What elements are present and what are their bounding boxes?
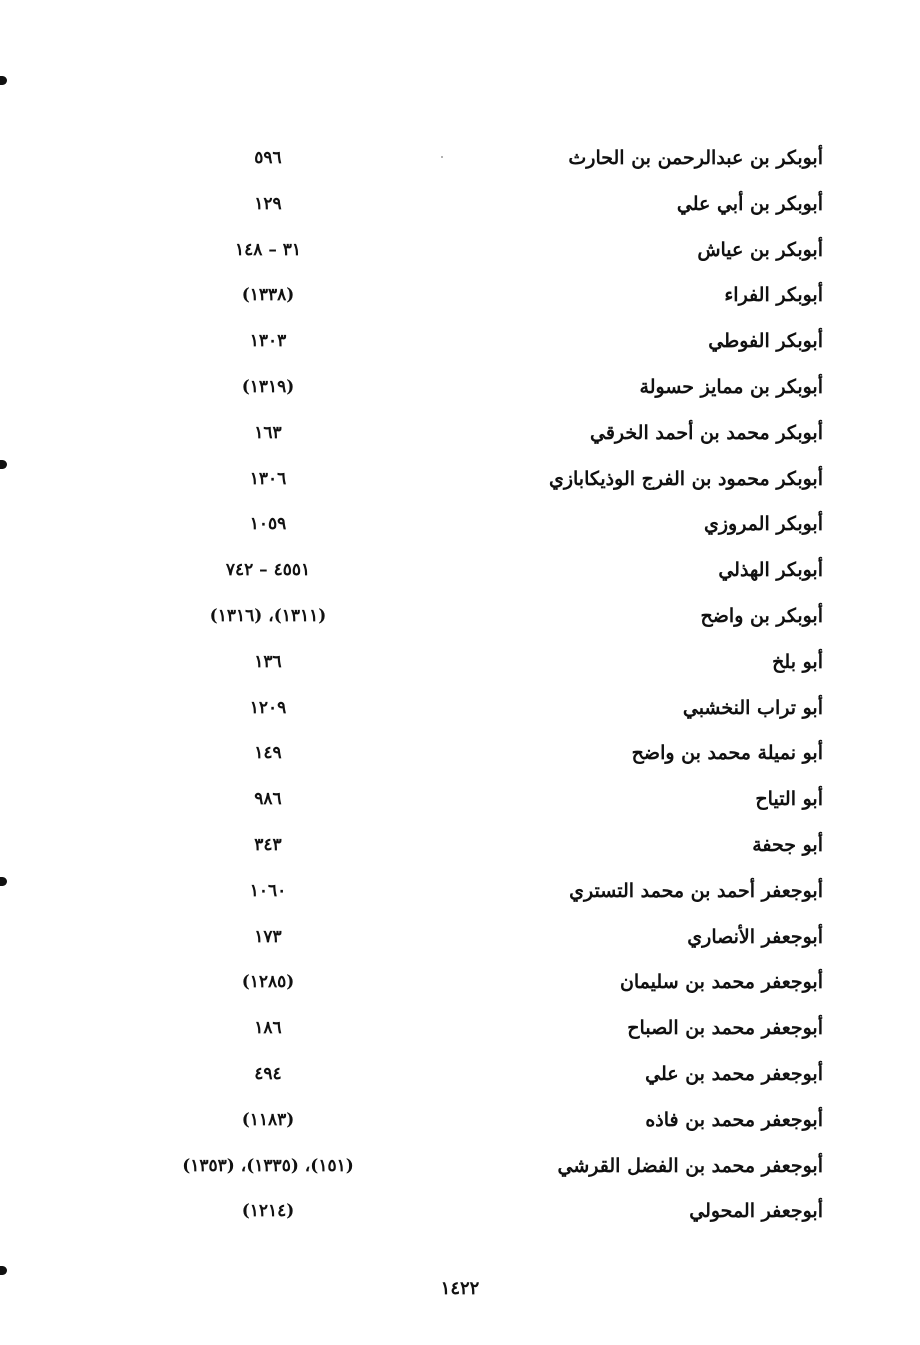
index-entry — [0, 230, 920, 276]
entry-page-refs: (١٣٣٨) — [241, 285, 295, 306]
entry-page-refs: ٤٩٤ — [254, 1063, 282, 1084]
index-entry — [0, 825, 920, 871]
entry-page-refs: ٣١ – ١٤٨ — [234, 239, 302, 260]
entry-name: أبوجعفر محمد بن الفضل القرشي — [557, 1154, 823, 1177]
entry-name: أبوبكر محمد بن أحمد الخرقي — [590, 421, 823, 444]
entry-name: أبوبكر بن ممايز حسولة — [639, 375, 823, 398]
index-entry — [0, 688, 920, 734]
index-entry — [0, 733, 920, 779]
entry-page-refs: ١٢٠٩ — [249, 697, 287, 718]
entry-name: أبوبكر بن واضح — [700, 604, 823, 627]
entry-name: أبوجعفر محمد بن الصباح — [627, 1017, 823, 1040]
entry-name: أبوجعفر أحمد بن محمد التستري — [569, 879, 823, 902]
index-entry — [0, 275, 920, 321]
entry-page-refs: ٣٤٣ — [254, 834, 282, 855]
index-entry — [0, 642, 920, 688]
entry-name: أبوجعفر محمد بن علي — [645, 1062, 823, 1085]
entry-name: أبوبكر محمود بن الفرج الوذيكابازي — [548, 467, 823, 490]
index-entry — [0, 459, 920, 505]
index-entry — [0, 184, 920, 230]
entry-page-refs: ١٢٩ — [254, 193, 282, 214]
entry-page-refs: (١٢٨٥) — [241, 972, 295, 993]
index-entry — [0, 917, 920, 963]
entry-page-refs: (١٣١١)، (١٣١٦) — [209, 605, 327, 626]
entry-page-refs: ١٠٥٩ — [249, 514, 287, 535]
page-number: ١٤٢٢ — [440, 1278, 480, 1299]
name-index-list — [0, 138, 920, 1237]
entry-page-refs: ١٧٣ — [254, 926, 282, 947]
entry-name: أبوبكر الفراء — [724, 284, 823, 307]
entry-page-refs: ١٣٠٣ — [249, 331, 287, 352]
entry-page-refs: ١٨٦ — [254, 1018, 282, 1039]
index-entry — [0, 138, 920, 184]
entry-page-refs: (١٥١)، (١٣٣٥)، (١٣٥٣) — [182, 1155, 354, 1176]
entry-name: أبو نميلة محمد بن واضح — [631, 742, 823, 765]
entry-page-refs: ٤٥٥١ – ٧٤٢ — [225, 560, 311, 581]
entry-page-refs: ١٦٣ — [254, 422, 282, 443]
index-entry — [0, 321, 920, 367]
entry-page-refs: (١١٨٣) — [241, 1109, 295, 1130]
index-entry — [0, 367, 920, 413]
entry-page-refs: (١٢١٤) — [241, 1201, 295, 1222]
entry-name: أبوجعفر الأنصاري — [687, 925, 823, 948]
index-entry — [0, 871, 920, 917]
index-entry — [0, 1146, 920, 1192]
index-entry — [0, 779, 920, 825]
entry-name: أبوبكر الفوطي — [708, 330, 823, 353]
entry-name: أبوبكر الهذلي — [718, 559, 823, 582]
entry-name: أبو جحفة — [752, 833, 823, 856]
entry-name: أبوبكر بن أبي علي — [676, 192, 823, 215]
entry-page-refs: ٩٨٦ — [254, 789, 282, 810]
entry-page-refs: ١٣٠٦ — [249, 468, 287, 489]
entry-page-refs: ١٠٦٠ — [249, 880, 287, 901]
scan-edge-mark — [0, 76, 7, 85]
index-entry — [0, 1100, 920, 1146]
index-entry — [0, 596, 920, 642]
entry-page-refs: (١٣١٩) — [241, 376, 295, 397]
entry-page-refs: ١٤٩ — [254, 743, 282, 764]
entry-page-refs: ٥٩٦ — [254, 148, 282, 168]
scan-edge-mark — [0, 1266, 7, 1275]
entry-name: أبوبكر بن عبدالرحمن بن الحارث — [568, 147, 823, 169]
index-entry — [0, 1054, 920, 1100]
entry-name: أبوبكر بن عياش — [697, 238, 823, 261]
entry-name: أبوجعفر المحولي — [689, 1200, 823, 1223]
entry-name: أبو تراب النخشبي — [682, 696, 823, 719]
index-entry — [0, 1008, 920, 1054]
entry-name: أبو التياح — [755, 788, 823, 811]
index-entry — [0, 504, 920, 550]
entry-name: أبو بلخ — [772, 650, 823, 673]
index-entry — [0, 1191, 920, 1237]
index-entry — [0, 413, 920, 459]
entry-page-refs: ١٣٦ — [254, 651, 282, 672]
index-entry — [0, 962, 920, 1008]
entry-name: أبوجعفر محمد بن سليمان — [619, 971, 823, 994]
entry-name: أبوجعفر محمد بن فاذه — [645, 1108, 823, 1131]
entry-name: أبوبكر المروزي — [703, 513, 823, 536]
index-entry — [0, 550, 920, 596]
